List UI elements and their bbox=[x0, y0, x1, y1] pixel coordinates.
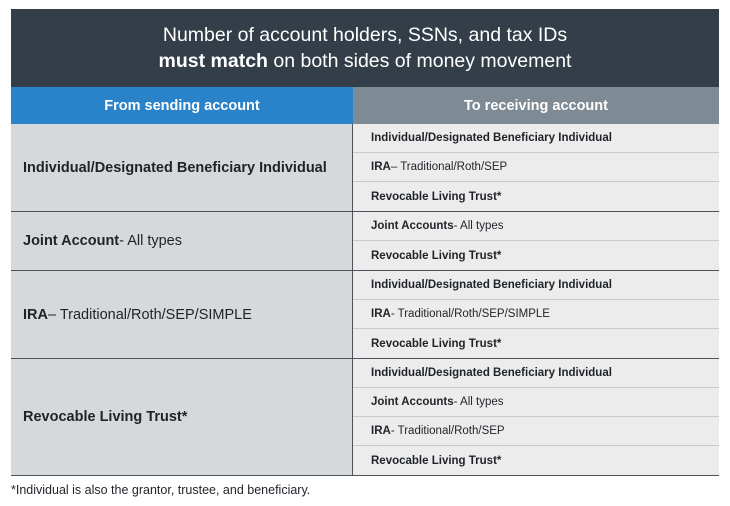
receiving-account-item bbox=[353, 300, 719, 329]
receiving-account-name: Joint Accounts bbox=[371, 396, 454, 408]
receiving-account-name: IRA bbox=[371, 308, 391, 320]
table-row-group bbox=[11, 212, 719, 271]
receiving-account-name: IRA bbox=[371, 425, 391, 437]
banner-line-1: Number of account holders, SSNs, and tax IDs bbox=[162, 24, 568, 46]
receiving-account-name: Revocable Living Trust* bbox=[371, 454, 502, 467]
sending-account-name: Joint Account bbox=[23, 233, 120, 249]
table-body bbox=[11, 124, 719, 476]
sending-account-detail: – Traditional/Roth/SEP/SIMPLE bbox=[47, 306, 252, 323]
receiving-account-item bbox=[353, 271, 719, 300]
sending-account-cell bbox=[11, 271, 353, 358]
table-row-group bbox=[11, 271, 719, 359]
receiving-accounts-list bbox=[353, 271, 719, 358]
banner-line-2-rest: on both sides of money movement bbox=[267, 50, 572, 72]
banner-line-2 bbox=[159, 48, 572, 74]
receiving-account-item bbox=[353, 359, 719, 388]
sending-account-detail: - All types bbox=[119, 233, 182, 249]
receiving-account-item bbox=[353, 182, 719, 211]
receiving-account-name: IRA bbox=[371, 161, 391, 173]
receiving-account-item bbox=[353, 124, 719, 153]
receiving-account-name: Joint Accounts bbox=[371, 220, 454, 232]
sending-account-name: IRA bbox=[23, 306, 48, 323]
receiving-account-detail: - Traditional/Roth/SEP/SIMPLE bbox=[390, 308, 550, 320]
table-row-group bbox=[11, 359, 719, 476]
receiving-account-name: Individual/Designated Beneficiary Individual bbox=[371, 279, 612, 291]
receiving-account-item bbox=[353, 446, 719, 475]
receiving-account-item bbox=[353, 241, 719, 270]
footnote: *Individual is also the grantor, trustee, and beneficiary. bbox=[11, 483, 311, 497]
receiving-accounts-list bbox=[353, 359, 719, 475]
receiving-accounts-list bbox=[353, 124, 719, 211]
sending-account-name: Revocable Living Trust* bbox=[23, 409, 188, 425]
receiving-account-name: Individual/Designated Beneficiary Individual bbox=[371, 367, 612, 379]
banner-emphasis: must match bbox=[158, 50, 268, 72]
receiving-account-detail: – Traditional/Roth/SEP bbox=[390, 161, 508, 173]
title-banner bbox=[11, 9, 719, 87]
table-header bbox=[11, 87, 719, 124]
receiving-account-item bbox=[353, 153, 719, 182]
receiving-accounts-list bbox=[353, 212, 719, 270]
sending-account-cell bbox=[11, 212, 353, 270]
receiving-account-item bbox=[353, 329, 719, 358]
receiving-account-detail: - All types bbox=[453, 220, 504, 232]
receiving-account-item bbox=[353, 388, 719, 417]
receiving-account-name: Revocable Living Trust* bbox=[371, 337, 502, 350]
receiving-account-item bbox=[353, 212, 719, 241]
transfer-rules-table bbox=[11, 9, 719, 476]
sending-account-cell bbox=[11, 124, 353, 211]
header-receiving-account: To receiving account bbox=[353, 87, 719, 124]
sending-account-name: Individual/Designated Beneficiary Individual bbox=[23, 159, 327, 176]
table-row-group bbox=[11, 124, 719, 212]
receiving-account-detail: - All types bbox=[453, 396, 504, 408]
receiving-account-name: Revocable Living Trust* bbox=[371, 249, 502, 262]
receiving-account-name: Individual/Designated Beneficiary Individual bbox=[371, 132, 612, 144]
header-sending-account: From sending account bbox=[11, 87, 353, 124]
receiving-account-item bbox=[353, 417, 719, 446]
receiving-account-detail: - Traditional/Roth/SEP bbox=[390, 425, 505, 437]
sending-account-cell bbox=[11, 359, 353, 475]
receiving-account-name: Revocable Living Trust* bbox=[371, 190, 502, 203]
